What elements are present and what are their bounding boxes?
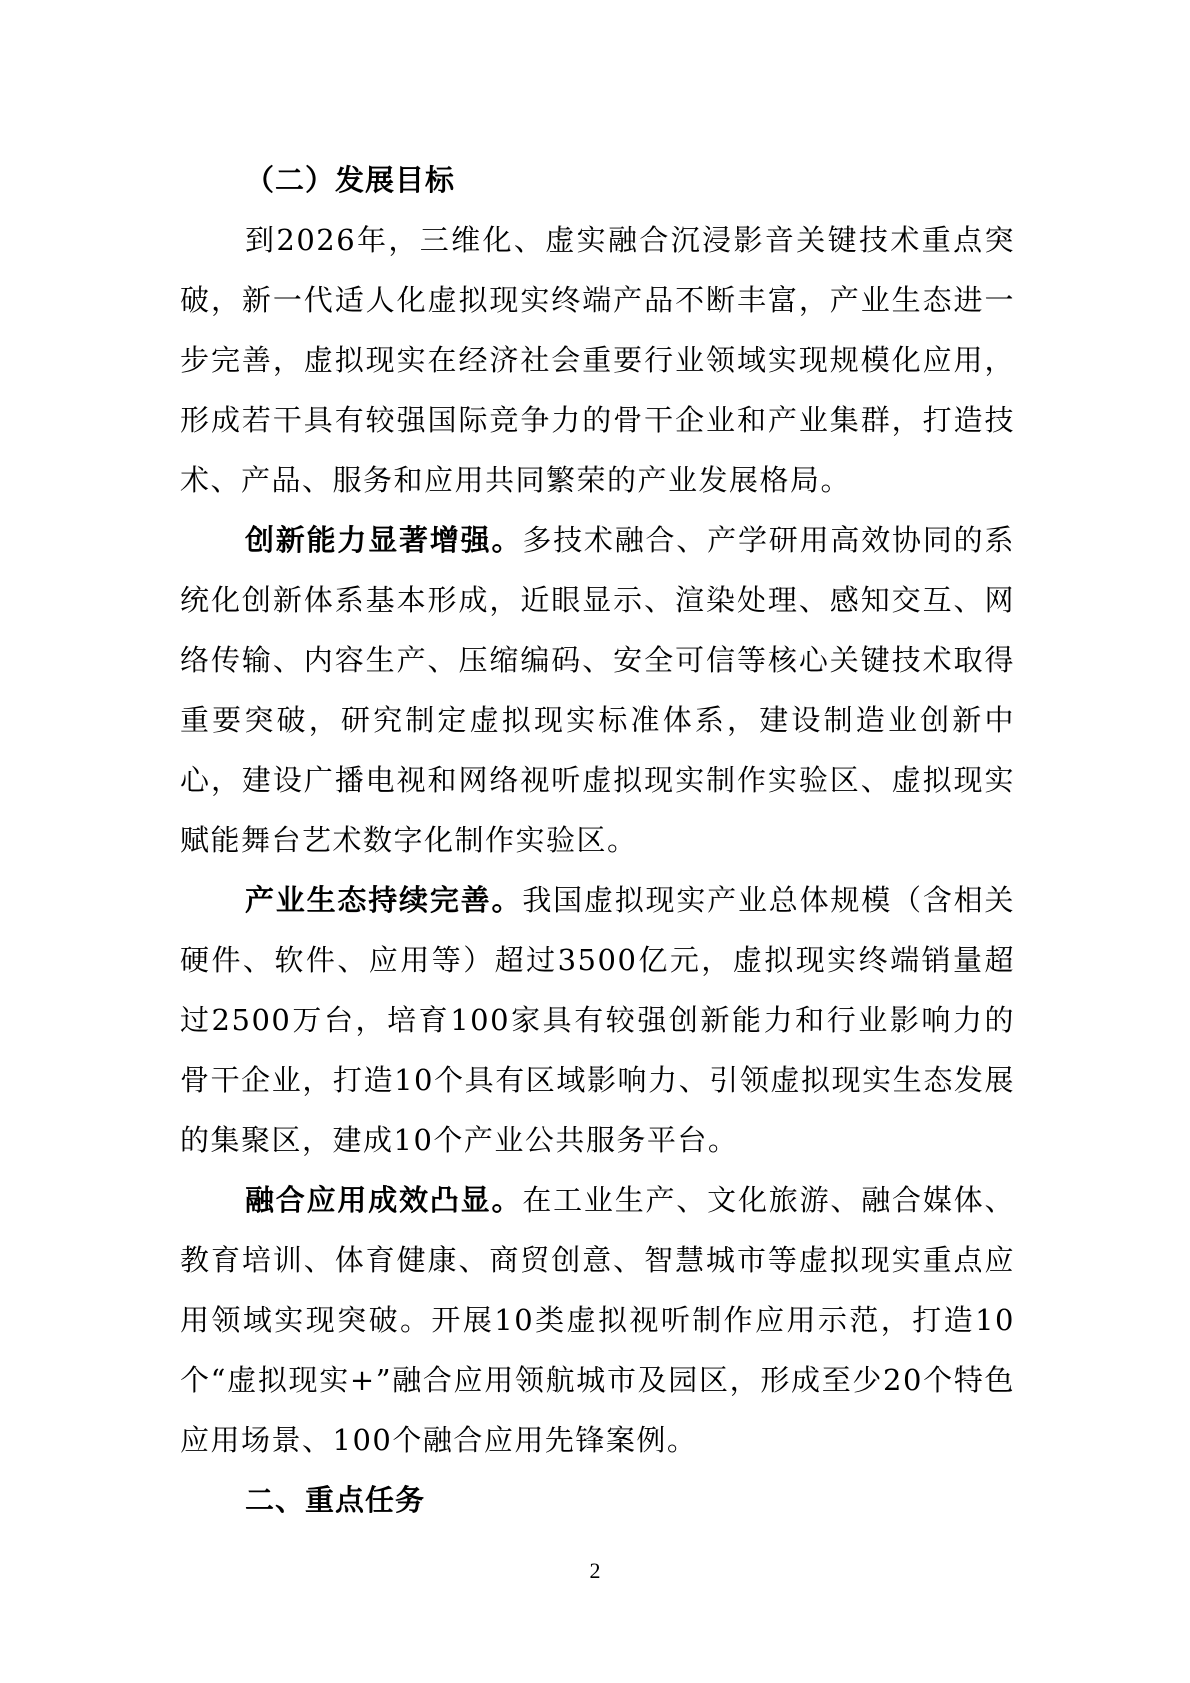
section-heading-development-goals: （二）发展目标 xyxy=(245,163,456,197)
paragraph-lead: 产业生态持续完善。 xyxy=(245,883,523,917)
paragraph-text: 多技术融合、产学研用高效协同的系统化创新体系基本形成，近眼显示、渲染处理、感知交互、网络传输、内容生产、压缩编码、安全可信等核心关键技术取得重要突破，研究制定虚拟现实标准体系，建设制造业创新中心，建设广播电视和网络视听虚拟现实制作实验区、虚拟现实赋能舞台艺术数字化制作实验区。 xyxy=(180,523,1015,857)
section-heading-key-tasks: 二、重点任务 xyxy=(245,1483,426,1517)
paragraph-text: 到2026年，三维化、虚实融合沉浸影音关键技术重点突破，新一代适人化虚拟现实终端产品不断丰富，产业生态进一步完善，虚拟现实在经济社会重要行业领域实现规模化应用，形成若干具有较强国际竞争力的骨干企业和产业集群，打造技术、产品、服务和应用共同繁荣的产业发展格局。 xyxy=(180,223,1015,497)
paragraph-innovation-capability xyxy=(180,510,1015,870)
paragraph-text: 在工业生产、文化旅游、融合媒体、教育培训、体育健康、商贸创意、智慧城市等虚拟现实重点应用领域实现突破。开展10类虚拟视听制作应用示范，打造10个“虚拟现实+”融合应用领航城市及园区，形成至少20个特色应用场景、100个融合应用先锋案例。 xyxy=(180,1183,1015,1457)
page-body xyxy=(180,150,1015,1530)
paragraph-text: 我国虚拟现实产业总体规模（含相关硬件、软件、应用等）超过3500亿元，虚拟现实终端销量超过2500万台，培育100家具有较强创新能力和行业影响力的骨干企业，打造10个具有区域影响力、引领虚拟现实生态发展的集聚区，建成10个产业公共服务平台。 xyxy=(180,883,1015,1157)
paragraph-industry-ecosystem xyxy=(180,870,1015,1170)
paragraph-overall-goal xyxy=(180,210,1015,510)
paragraph-lead: 创新能力显著增强。 xyxy=(245,523,523,557)
page-number: 2 xyxy=(589,1558,601,1583)
paragraph-integrated-application xyxy=(180,1170,1015,1470)
paragraph-lead: 融合应用成效凸显。 xyxy=(245,1183,523,1217)
